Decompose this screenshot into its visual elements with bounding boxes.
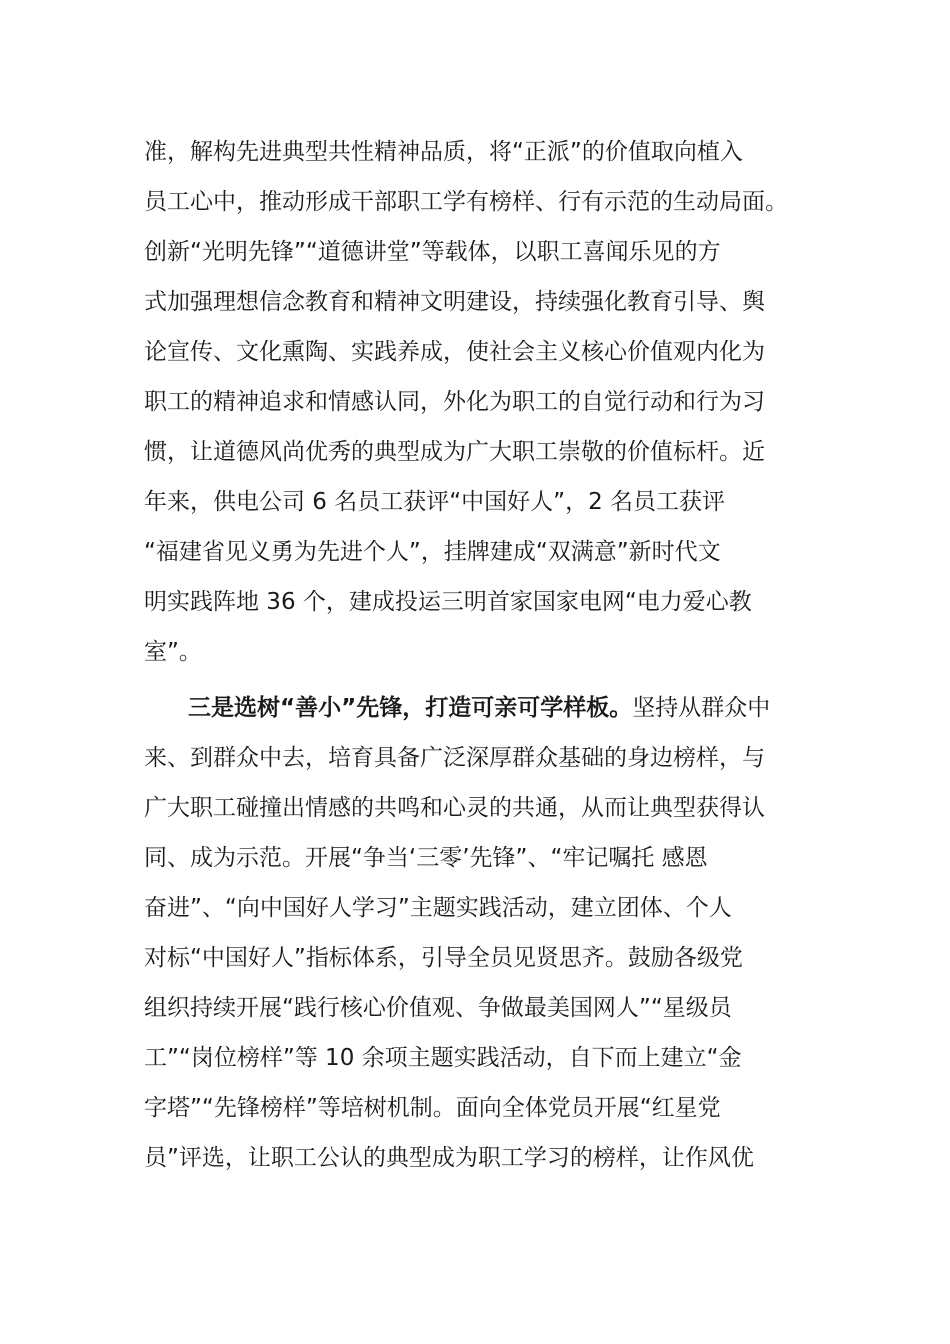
paragraph-line: 职工的精神追求和情感认同，外化为职工的自觉行动和行为习 bbox=[144, 389, 765, 415]
paragraph-line: 明实践阵地 36 个，建成投运三明首家国家电网“电力爱心教 bbox=[144, 589, 752, 615]
paragraph-line: 员”评选，让职工公认的典型成为职工学习的榜样，让作风优 bbox=[144, 1145, 754, 1171]
paragraph-line: 来、到群众中去，培育具备广泛深厚群众基础的身边榜样，与 bbox=[144, 745, 765, 771]
paragraph-line: 广大职工碰撞出情感的共鸣和心灵的共通，从而让典型获得认 bbox=[144, 795, 765, 821]
paragraph-line: “福建省见义勇为先进个人”，挂牌建成“双满意”新时代文 bbox=[144, 539, 721, 565]
paragraph-line-text: 坚持从群众中 bbox=[632, 695, 771, 721]
paragraph-line: 创新“光明先锋”“道德讲堂”等载体，以职工喜闻乐见的方 bbox=[144, 239, 721, 265]
paragraph-line: 同、成为示范。开展“争当‘三零’先锋”、“牢记嘱托 感恩 bbox=[144, 845, 708, 871]
paragraph-line: 对标“中国好人”指标体系，引导全员见贤思齐。鼓励各级党 bbox=[144, 945, 743, 971]
paragraph-line: 惯，让道德风尚优秀的典型成为广大职工崇敬的价值标杆。近 bbox=[144, 439, 765, 465]
paragraph-line: 字塔”“先锋榜样”等培树机制。面向全体党员开展“红星党 bbox=[144, 1095, 721, 1121]
paragraph-line: 员工心中，推动形成干部职工学有榜样、行有示范的生动局面。 bbox=[144, 189, 788, 215]
paragraph-line: 年来，供电公司 6 名员工获评“中国好人”，2 名员工获评 bbox=[144, 489, 726, 515]
paragraph-line: 室”。 bbox=[144, 639, 202, 665]
paragraph-lead-heading: 三是选树“善小”先锋，打造可亲可学样板。 bbox=[188, 695, 633, 721]
paragraph-first-line bbox=[144, 683, 816, 733]
paragraph-line: 论宣传、文化熏陶、实践养成，使社会主义核心价值观内化为 bbox=[144, 339, 765, 365]
paragraph-2 bbox=[144, 683, 816, 1183]
paragraph-line: 组织持续开展“践行核心价值观、争做最美国网人”“星级员 bbox=[144, 995, 732, 1021]
paragraph-line: 奋进”、“向中国好人学习”主题实践活动，建立团体、个人 bbox=[144, 895, 732, 921]
paragraph-1 bbox=[144, 127, 816, 677]
paragraph-line: 式加强理想信念教育和精神文明建设，持续强化教育引导、舆 bbox=[144, 289, 765, 315]
paragraph-line: 准，解构先进典型共性精神品质，将“正派”的价值取向植入 bbox=[144, 139, 743, 165]
paragraph-line: 工”“岗位榜样”等 10 余项主题实践活动，自下而上建立“金 bbox=[144, 1045, 742, 1071]
